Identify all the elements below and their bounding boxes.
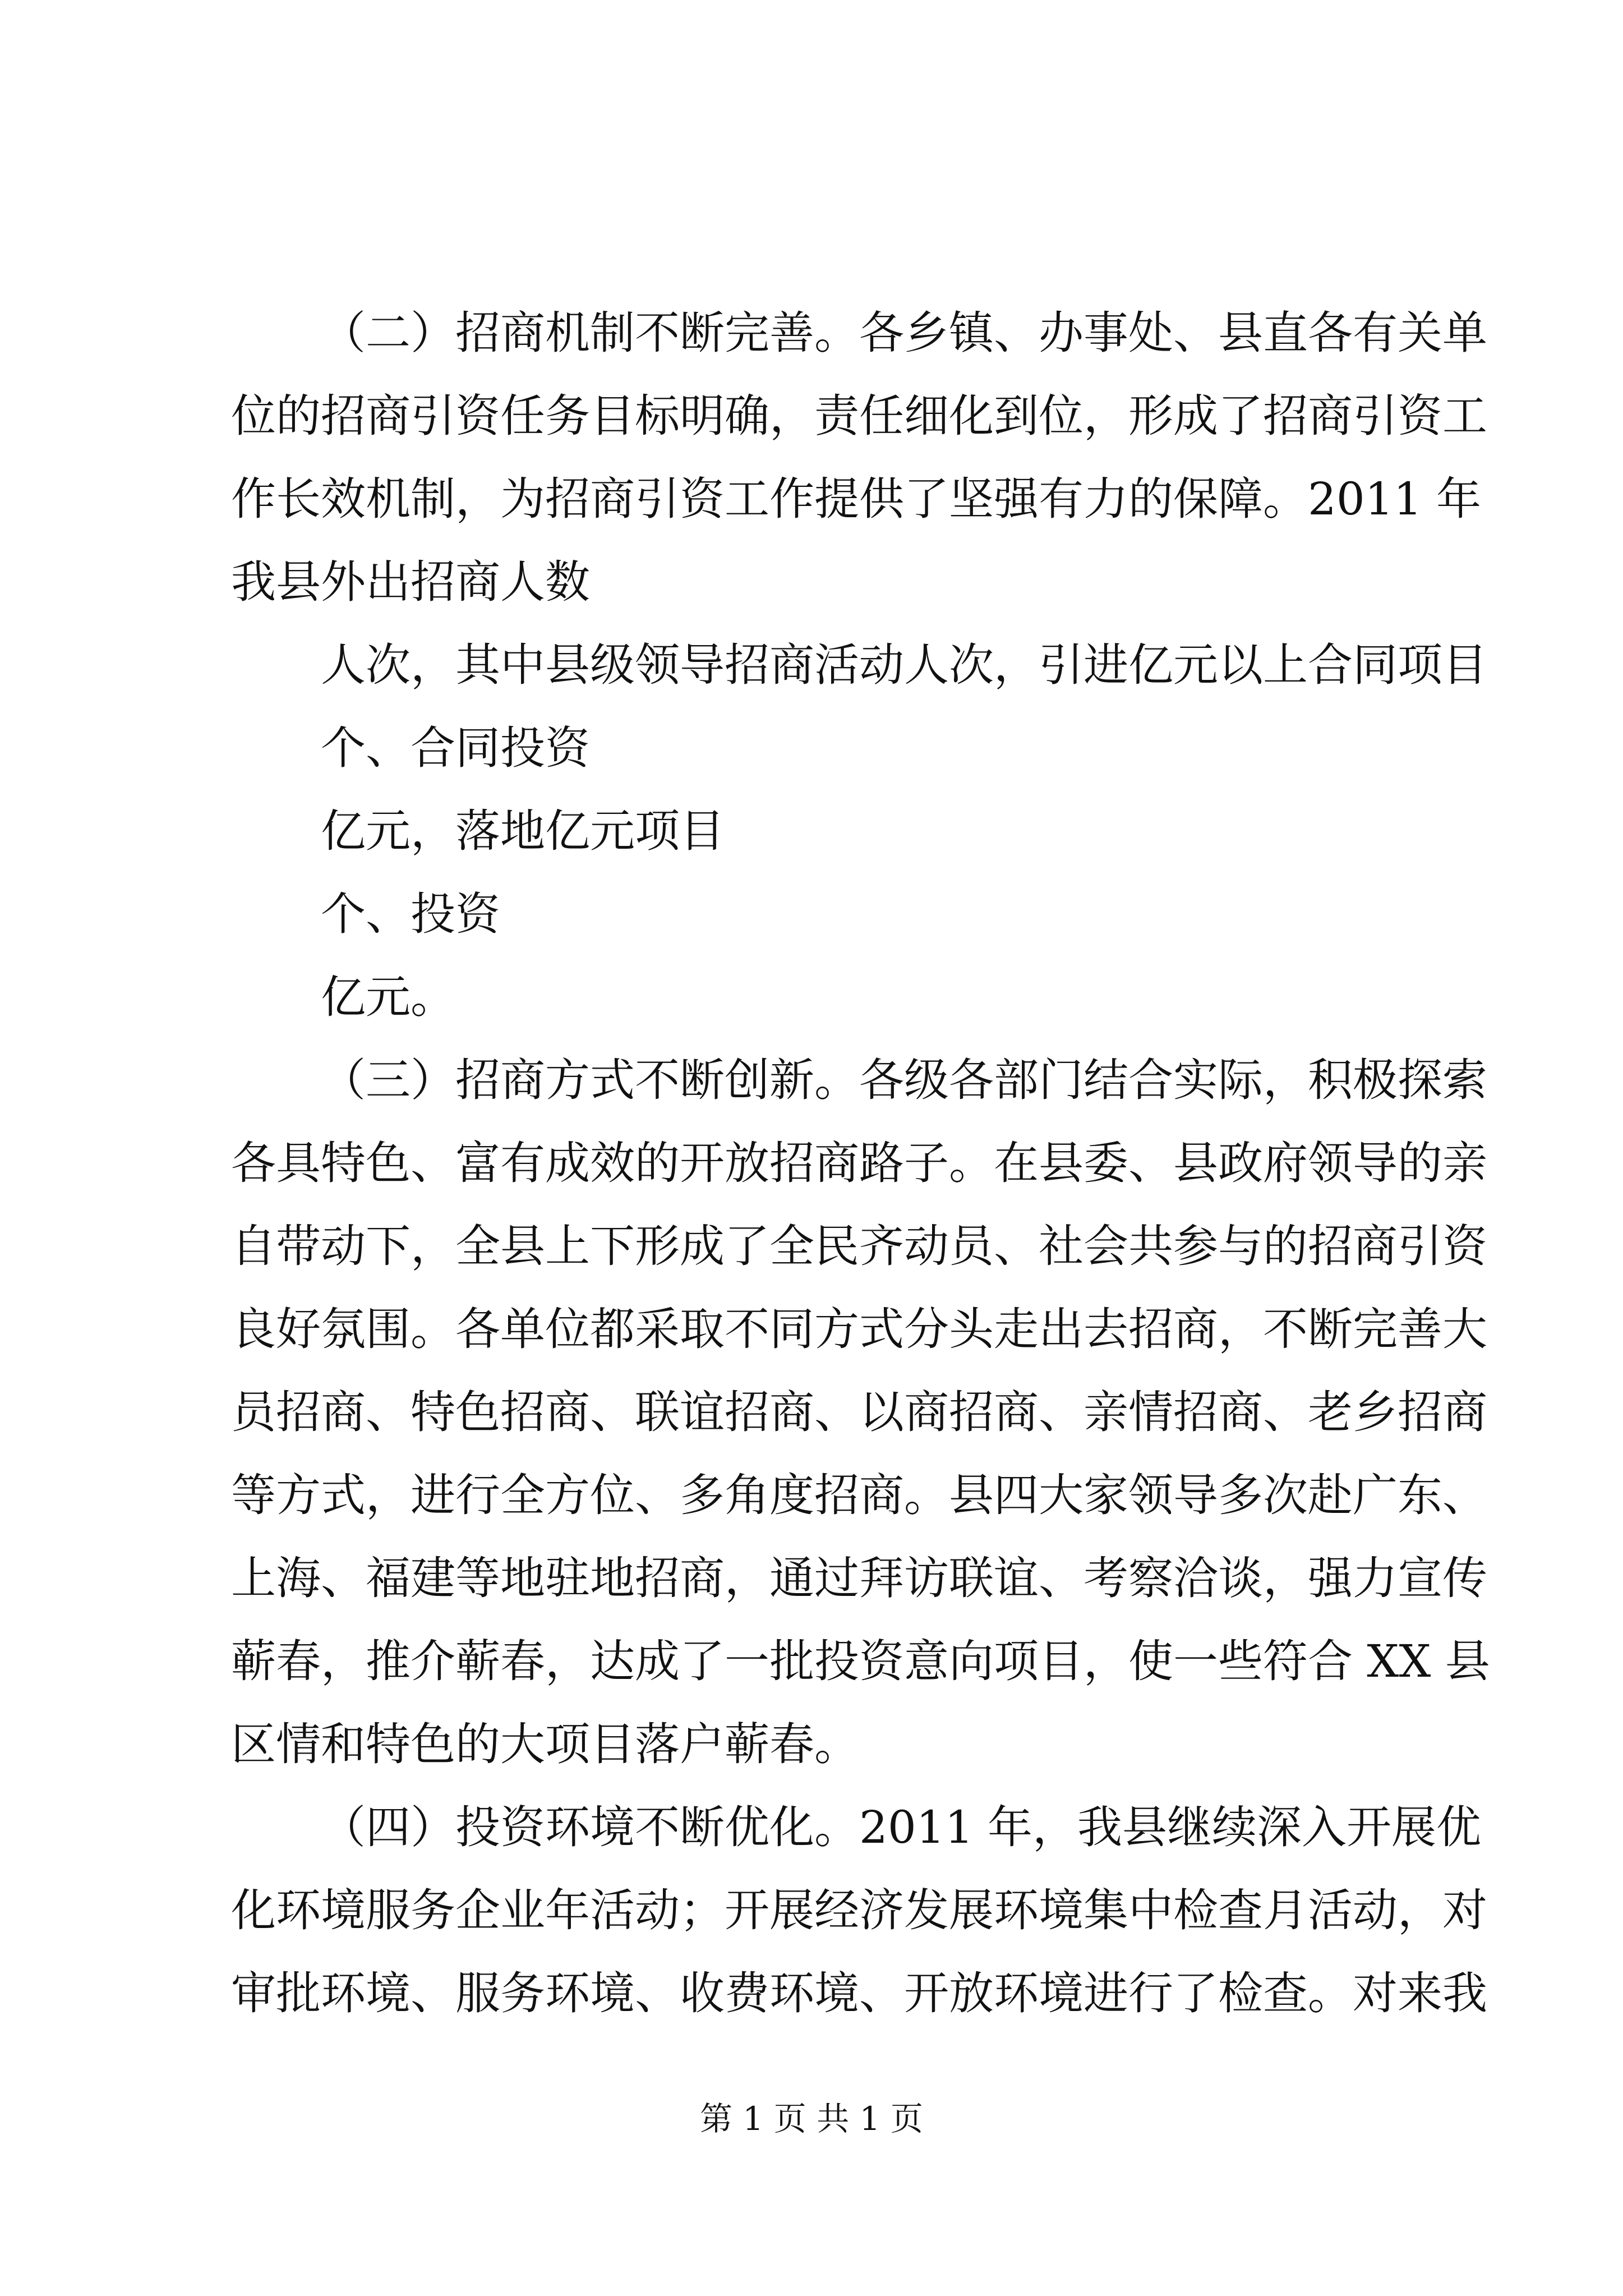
paragraph-3-line-5: 员招商、特色招商、联谊招商、以商招商、亲情招商、老乡招商 (231, 1386, 1487, 1438)
paragraph-2-line-1: （二）招商机制不断完善。各乡镇、办事处、县直各有关单 (321, 307, 1487, 359)
stats-line-2: 个、合同投资 (321, 722, 590, 774)
paragraph-4-line-3: 审批环境、服务环境、收费环境、开放环境进行了检查。对来我 (231, 1967, 1487, 2019)
paragraph-2-line-4: 我县外出招商人数 (231, 556, 590, 608)
stats-line-3: 亿元，落地亿元项目 (321, 805, 725, 857)
paragraph-3-line-4: 良好氛围。各单位都采取不同方式分头走出去招商，不断完善大 (231, 1303, 1487, 1355)
paragraph-2-line-3: 作长效机制，为招商引资工作提供了坚强有力的保障。2011 年 (231, 473, 1482, 525)
paragraph-3-line-1: （三）招商方式不断创新。各级各部门结合实际，积极探索 (321, 1054, 1487, 1106)
paragraph-3-line-9: 区情和特色的大项目落户蕲春。 (231, 1718, 859, 1770)
paragraph-3-line-8: 蕲春，推介蕲春，达成了一批投资意向项目，使一些符合 XX 县 (231, 1635, 1490, 1687)
paragraph-2-line-2: 位的招商引资任务目标明确，责任细化到位，形成了招商引资工 (231, 390, 1487, 442)
paragraph-3-line-2: 各具特色、富有成效的开放招商路子。在县委、县政府领导的亲 (231, 1137, 1487, 1189)
paragraph-3-line-7: 上海、福建等地驻地招商，通过拜访联谊、考察洽谈，强力宣传 (231, 1552, 1487, 1604)
stats-line-1: 人次，其中县级领导招商活动人次，引进亿元以上合同项目 (321, 639, 1487, 691)
stats-line-4: 个、投资 (321, 888, 500, 940)
document-body (231, 292, 1490, 2035)
paragraph-3-line-6: 等方式，进行全方位、多角度招商。县四大家领导多次赴广东、 (231, 1469, 1487, 1521)
page-number-footer: 第 1 页 共 1 页 (700, 2100, 923, 2138)
paragraph-4-line-2: 化环境服务企业年活动；开展经济发展环境集中检查月活动，对 (231, 1884, 1487, 1936)
stats-line-5: 亿元。 (321, 971, 455, 1023)
paragraph-3-line-3: 自带动下，全县上下形成了全民齐动员、社会共参与的招商引资 (231, 1220, 1487, 1272)
paragraph-4-line-1: （四）投资环境不断优化。2011 年，我县继续深入开展优 (321, 1801, 1482, 1853)
